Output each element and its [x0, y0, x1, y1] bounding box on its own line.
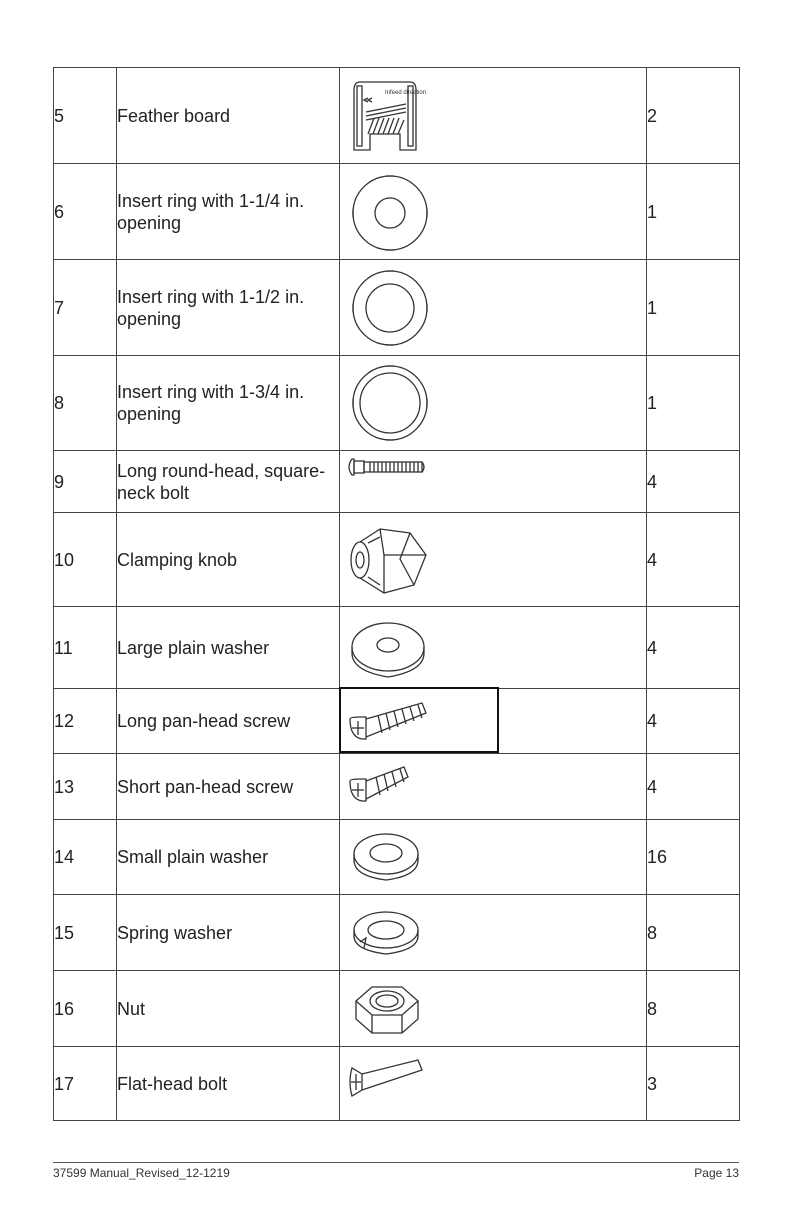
part-description: Insert ring with 1-3/4 in. opening [117, 356, 340, 451]
part-quantity: 1 [647, 356, 740, 451]
part-description: Feather board [117, 68, 340, 164]
part-quantity: 3 [647, 1047, 740, 1121]
part-quantity: 16 [647, 820, 740, 895]
part-description: Small plain washer [117, 820, 340, 895]
pan-head-screw-icon [340, 691, 440, 751]
part-number: 5 [54, 68, 117, 164]
washer-icon [340, 822, 440, 892]
table-row [54, 895, 740, 971]
table-row [54, 68, 740, 164]
table-row [54, 164, 740, 260]
part-description: Long round-head, square-neck bolt [117, 451, 340, 513]
footer-divider [53, 1162, 739, 1163]
part-number: 14 [54, 820, 117, 895]
clamping-knob-icon [340, 515, 440, 605]
part-quantity: 4 [647, 451, 740, 513]
table-row [54, 1047, 740, 1121]
table-row [54, 607, 740, 689]
page-number: Page 13 [694, 1166, 739, 1180]
part-description: Flat-head bolt [117, 1047, 340, 1121]
part-description: Long pan-head screw [117, 689, 340, 754]
table-row [54, 513, 740, 607]
insert-ring-icon [340, 263, 440, 353]
part-description: Short pan-head screw [117, 754, 340, 820]
part-number: 12 [54, 689, 117, 754]
part-quantity: 4 [647, 754, 740, 820]
part-number: 17 [54, 1047, 117, 1121]
part-number: 16 [54, 971, 117, 1047]
insert-ring-icon [340, 167, 440, 257]
part-number: 9 [54, 451, 117, 513]
part-number: 7 [54, 260, 117, 356]
part-description: Clamping knob [117, 513, 340, 607]
part-description: Nut [117, 971, 340, 1047]
pan-head-screw-icon [340, 757, 440, 817]
part-description: Large plain washer [117, 607, 340, 689]
insert-ring-icon [340, 358, 440, 448]
part-quantity: 8 [647, 895, 740, 971]
part-number: 6 [54, 164, 117, 260]
part-quantity: 2 [647, 68, 740, 164]
table-row [54, 820, 740, 895]
table-row [54, 260, 740, 356]
part-number: 11 [54, 607, 117, 689]
part-quantity: 1 [647, 164, 740, 260]
flat-head-bolt-icon [340, 1050, 440, 1118]
table-row [54, 754, 740, 820]
part-number: 10 [54, 513, 117, 607]
spring-washer-icon [340, 898, 440, 968]
hex-nut-icon [340, 973, 440, 1045]
part-quantity: 4 [647, 689, 740, 754]
part-quantity: 1 [647, 260, 740, 356]
table-row [54, 356, 740, 451]
part-description: Spring washer [117, 895, 340, 971]
table-row [54, 451, 740, 513]
part-number: 13 [54, 754, 117, 820]
part-quantity: 4 [647, 607, 740, 689]
carriage-bolt-icon [340, 451, 440, 507]
table-row [54, 689, 740, 754]
parts-table [53, 67, 740, 1121]
part-description: Insert ring with 1-1/4 in. opening [117, 164, 340, 260]
feather-board-icon [342, 70, 442, 162]
part-number: 15 [54, 895, 117, 971]
document-id: 37599 Manual_Revised_12-1219 [53, 1166, 230, 1180]
feather-label: Infeed direction [385, 89, 427, 96]
part-number: 8 [54, 356, 117, 451]
part-quantity: 8 [647, 971, 740, 1047]
washer-icon [340, 609, 440, 687]
part-description: Insert ring with 1-1/2 in. opening [117, 260, 340, 356]
table-row [54, 971, 740, 1047]
part-quantity: 4 [647, 513, 740, 607]
